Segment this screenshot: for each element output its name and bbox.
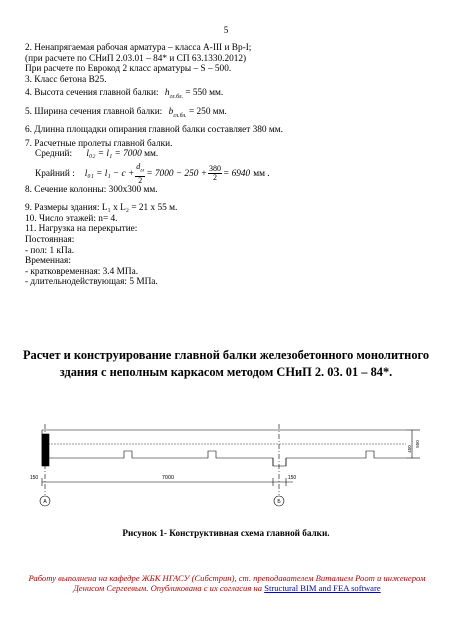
item-5-text: 5. Ширина сечения главной балки: xyxy=(25,106,163,117)
mid-span-row xyxy=(25,149,435,160)
left-column xyxy=(42,434,49,466)
edge-fraction-2 xyxy=(208,165,222,182)
mid-span-unit: мм. xyxy=(144,149,159,160)
frac1-sub: гл xyxy=(140,168,145,174)
beam-scheme-diagram xyxy=(28,420,428,512)
temporary-load-label: Временная: xyxy=(25,256,71,267)
item-6: 6. Длинна площадки опирания главной балки составляет 380 мм. xyxy=(25,125,283,136)
frac1-den: 2 xyxy=(138,175,143,185)
axis-b-label: Б xyxy=(277,499,281,505)
long-term-load: - длительнодействующая: 5 МПа. xyxy=(25,277,158,288)
permanent-load-label: Постоянная: xyxy=(25,235,75,246)
section-title: Расчет и конструирование главной балки железобетонного монолитного здания с неполным каркасом методом СНиП 2. 03. 01 – 84*. xyxy=(22,348,430,379)
edge-span-row xyxy=(25,163,435,185)
floor-load: - пол: 1 кПа. xyxy=(25,245,75,256)
item-11: 11. Нагрузка на перекрытие: xyxy=(25,224,138,235)
item-7: 7. Расчетные пролеты главной балки. xyxy=(25,138,173,149)
page-number: 5 xyxy=(223,25,229,35)
item-5-value: = 250 мм. xyxy=(188,106,227,117)
edge-formula-part1: l₀₁ = l₁ − c + xyxy=(84,168,135,179)
item-5-sym: b xyxy=(168,106,174,117)
item-4-sub: гл.бл. xyxy=(169,94,183,101)
right-offset-label: 150 xyxy=(287,475,297,481)
item-4-sym: h xyxy=(164,88,170,99)
item-2a: 2. Ненапрягаемая рабочая арматура – класса А-III и Вр-I; xyxy=(25,43,252,53)
span-dimension-label: 7000 xyxy=(161,475,175,481)
mid-span-formula: l₀₂ = l₁ = 7000 xyxy=(86,149,142,160)
item-4-text: 4. Высота сечения главной балки: xyxy=(25,88,159,99)
item-10: 10. Число этажей: n= 4. xyxy=(25,213,118,224)
edge-formula-part3: = 6940 xyxy=(222,168,251,179)
frac2-num: 380 xyxy=(208,164,221,174)
frac1-num: d xyxy=(136,162,141,172)
edge-formula-part2: = 7000 − 250 + xyxy=(146,168,207,179)
structural-bim-link[interactable]: Structural BIM and FEA software xyxy=(264,583,381,594)
item-5-sub: гл.бл. xyxy=(173,112,187,119)
height-label-450: 450 xyxy=(407,445,412,453)
edge-span-label: Крайний : xyxy=(35,168,75,179)
beam-bottom-edge xyxy=(42,451,406,466)
input-data-list xyxy=(25,43,435,288)
item-5 xyxy=(25,107,435,121)
credit-text: Работу выполнена на кафедре ЖБК НГАСУ (Сибстрин), ст. преподавателем Виталием Роот и инженером Денисом Сергеевым. Опубликована с их согласия на xyxy=(28,573,426,594)
item-2b: (при расчете по СНиП 2.03.01 – 84* и СП 63.1330.2012) xyxy=(25,53,247,64)
short-term-load: - кратковременная: 3.4 МПа. xyxy=(25,266,139,277)
axis-a-label: A xyxy=(43,499,47,505)
figure-caption: Рисунок 1- Конструктивная схема главной балки. xyxy=(122,528,330,538)
item-3: 3. Класс бетона В25. xyxy=(25,74,107,85)
height-label-550: 550 xyxy=(415,440,420,448)
credit-note xyxy=(28,573,426,594)
frac2-den: 2 xyxy=(212,173,217,183)
item-9: 9. Размеры здания: L₁ x L₂ = 21 x 55 м. xyxy=(25,203,178,214)
item-2c: При расчете по Еврокод 2 класс арматуры – S – 500. xyxy=(25,64,232,75)
item-4 xyxy=(25,88,435,102)
edge-fraction-1 xyxy=(135,163,145,185)
mid-span-label: Средний: xyxy=(35,149,73,160)
item-4-value: = 550 мм. xyxy=(185,88,224,99)
left-offset-label: 150 xyxy=(29,475,39,481)
item-8: 8. Сечение колонны: 300x300 мм. xyxy=(25,184,158,195)
item-5-symbol xyxy=(169,107,187,117)
item-4-symbol xyxy=(164,88,183,101)
edge-span-unit: мм . xyxy=(253,168,270,179)
